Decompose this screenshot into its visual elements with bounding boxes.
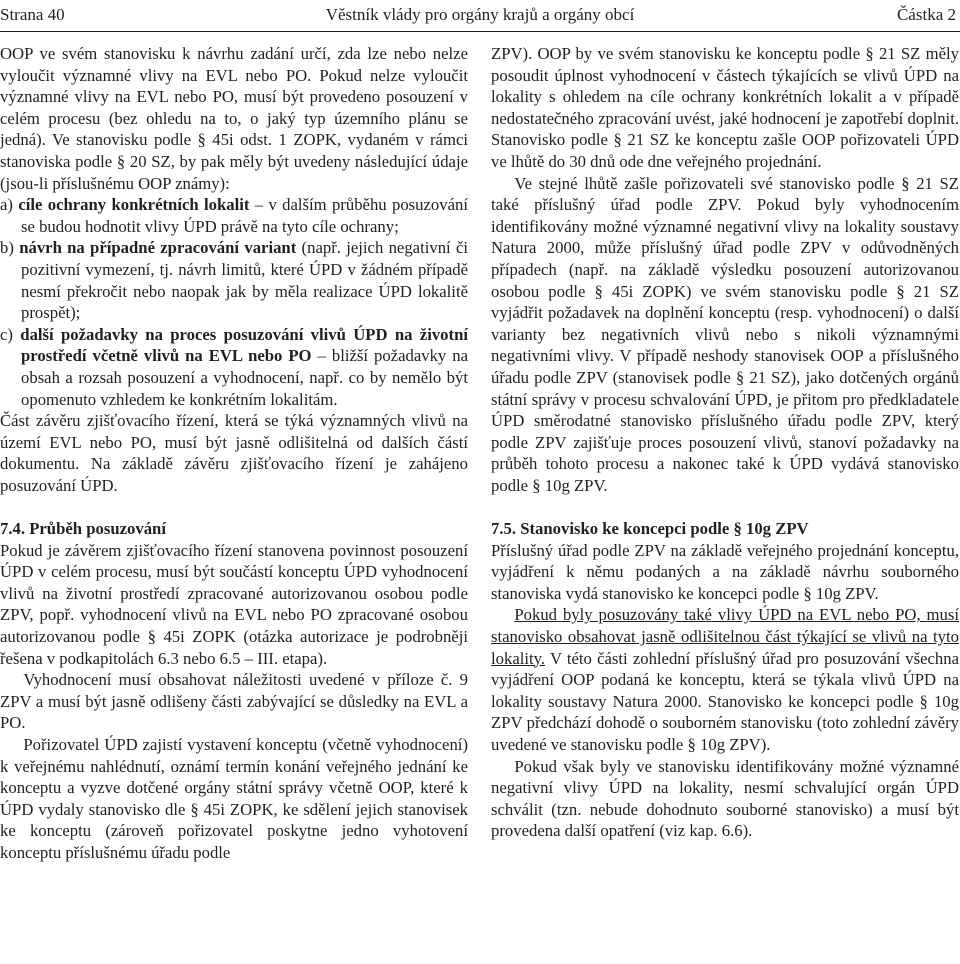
continuation-paragraph: ZPV). OOP by ve svém stanovisku ke konceptu podle § 21 SZ měly posoudit úplnost vyhodnocení v částech týkajících se vlivů ÚPD na lokality s ohledem na cíle ochrany konkrétních lokalit a v případě nedostatečného zpracování uvést, jaké hodnocení je zapotřebí doplnit. Stanovisko podle § 21 SZ ke konceptu zašle OOP pořizovateli ÚPD ve lhůtě do 30 dnů ode dne veřejného projednání. [491, 44, 959, 171]
section-7-5-paragraph-2-text: V této části zohlední příslušný úřad pro posuzování všechna vyjádření OOP podaná ke konceptu, která se týkala vlivů ÚPD na lokality soustavy Natura 2000. Stanovisko ke koncepci podle § 10g ZPV předchází dohodě o souborném stanovisku (toto zohlední závěry uvedené ve stanovisku podle § 10g ZPV). [491, 648, 959, 754]
page-number: Strana 40 [0, 5, 65, 24]
list-item-b-bold: návrh na případné zpracování variant [19, 238, 297, 258]
list-marker-c: c) [0, 324, 21, 344]
list-item-b [0, 237, 468, 323]
list-item-c-text: – bližší požadavky na obsah a rozsah posouzení a vyhodnocení, např. co by nemělo být opomenuto vzhledem ke konkrétním lokalitám. [21, 346, 469, 409]
publication-title: Věstník vlády pro orgány krajů a orgány obcí [325, 5, 635, 24]
section-7-4-paragraph-2: Vyhodnocení musí obsahovat náležitosti uvedené v příloze č. 9 ZPV a musí být jasně odlišeny části zabývající se důsledky na EVL a PO. [0, 670, 468, 733]
list-marker-a: a) [0, 195, 19, 215]
list-item-c-bold: další požadavky na proces posuzování vlivů ÚPD na životní prostředí včetně vlivů na EVL nebo PO [20, 324, 468, 366]
section-7-4-heading: 7.4. Průběh posuzování [0, 519, 166, 539]
section-7-5-paragraph-3: Pokud však byly ve stanovisku identifikovány možné významné negativní vlivy ÚPD na lokality, nesmí schvalující orgán ÚPD schválit (tzn. nebude dohodnuto souborné stanovisko) a musí být provedena další opatření (viz kap. 6.6). [491, 756, 959, 841]
list-item-a [0, 194, 468, 237]
section-7-5-paragraph-2 [491, 604, 959, 755]
conclusion-paragraph: Část závěru zjišťovacího řízení, která se týká významných vlivů na území EVL nebo PO, musí být jasně odlišitelná od dalších částí dokumentu. Na základě závěru zjišťovacího řízení je zahájeno posuzování ÚPD. [0, 411, 468, 495]
list-item-c [0, 324, 468, 410]
left-column [0, 43, 468, 864]
list-item-a-text: – v dalším průběhu posuzování se budou hodnotit vlivy ÚPD právě na tyto cíle ochrany; [21, 195, 468, 236]
section-7-4-paragraph-3: Pořizovatel ÚPD zajistí vystavení konceptu (včetně vyhodnocení) k veřejnému nahlédnutí, oznámí termín konání veřejného jednání ke konceptu a vyzve dotčené orgány státní správy včetně OOP, které k ÚPD vydaly stanovisko dle § 45i ZOPK, ke sdělení jejich stanovisek ke konceptu (zároveň pořizovatel poskytne jedno vyhotovení konceptu příslušnému úřadu podle [0, 735, 468, 862]
list-item-b-text: (např. jejich negativní či pozitivní vymezení, tj. návrh limitů, které ÚPD v žádném případě nesmí překročit nebo naopak jak by měla realizace ÚPD lokalitě prospět); [21, 238, 469, 323]
issue-label: Částka 2 [896, 5, 956, 24]
list-item-a-bold: cíle ochrany konkrétních lokalit [18, 195, 250, 215]
section-7-5-heading: 7.5. Stanovisko ke koncepci podle § 10g ZPV [491, 519, 809, 539]
section-gap [0, 496, 468, 518]
list-marker-b: b) [0, 238, 20, 258]
header-rule [0, 31, 960, 32]
intro-paragraph: OOP ve svém stanovisku k návrhu zadání určí, zda lze nebo nelze vyloučit významné vlivy na EVL nebo PO. Pokud nelze vyloučit významné vlivy na EVL nebo PO, musí být provedeno posouzení v celém procesu (bez ohledu na to, o jaký typ územního plánu se jedná). Ve stanovisku podle § 45i odst. 1 ZOPK, vydaném v rámci stanoviska podle § 20 SZ, by pak měly být uvedeny následující údaje (jsou-li příslušnému OOP známy): [0, 44, 468, 193]
ministry-statement-paragraph: Ve stejné lhůtě zašle pořizovateli své stanovisko podle § 21 SZ také příslušný úřad podle ZPV. Pokud byly vyhodnocením identifikovány možné významné negativní vlivy na lokality soustavy Natura 2000, může příslušný úřad podle ZPV v odůvodněných případech (např. na základě výsledku posouzení autorizovanou osobou podle § 45i ZOPK) ve svém stanovisku podle § 21 SZ vyjádřit požadavek na doplnění konceptu (resp. vyhodnocení) o další varianty bez negativních vlivů nebo s nikoli významnými negativními vlivy. V případě neshody stanovisek OOP a příslušného úřadu podle ZPV (stanovisek podle § 21 SZ), jako dotčených orgánů státní správy v procesu schvalování ÚPD, je přitom pro předkladatele ÚPD směrodatné stanovisko příslušného úřadu podle ZPV, který podle ZPV zajišťuje proces posouzení vlivů, stanoví požadavky na průběh tohoto procesu a nakonec také k ÚPD vydává stanovisko podle § 10g ZPV. [491, 173, 959, 495]
section-7-5-paragraph-1: Příslušný úřad podle ZPV na základě veřejného projednání konceptu, vyjádření k němu podaných a na základě návrhu souborného stanoviska vydá stanovisko ke koncepci podle § 10g ZPV. [491, 540, 959, 603]
page-header [0, 0, 960, 30]
right-column [491, 43, 959, 842]
section-7-4-paragraph-1: Pokud je závěrem zjišťovacího řízení stanovena povinnost posouzení ÚPD v celém procesu, musí být součástí konceptu ÚPD vyhodnocení vlivů na životní prostředí zpracované autorizovanou osobou podle ZPV, popř. vyhodnocení vlivů na EVL nebo PO zpracované osobou autorizovanou podle § 45i ZOPK (otázka autorizace je podrobněji řešena v podkapitolách 6.3 nebo 6.5 – III. etapa). [0, 540, 468, 668]
section-gap [491, 496, 959, 518]
underlined-requirement: Pokud byly posuzovány také vlivy ÚPD na EVL nebo PO, musí stanovisko obsahovat jasně odlišitelnou část týkající se vlivů na tyto lokality. [491, 605, 959, 668]
